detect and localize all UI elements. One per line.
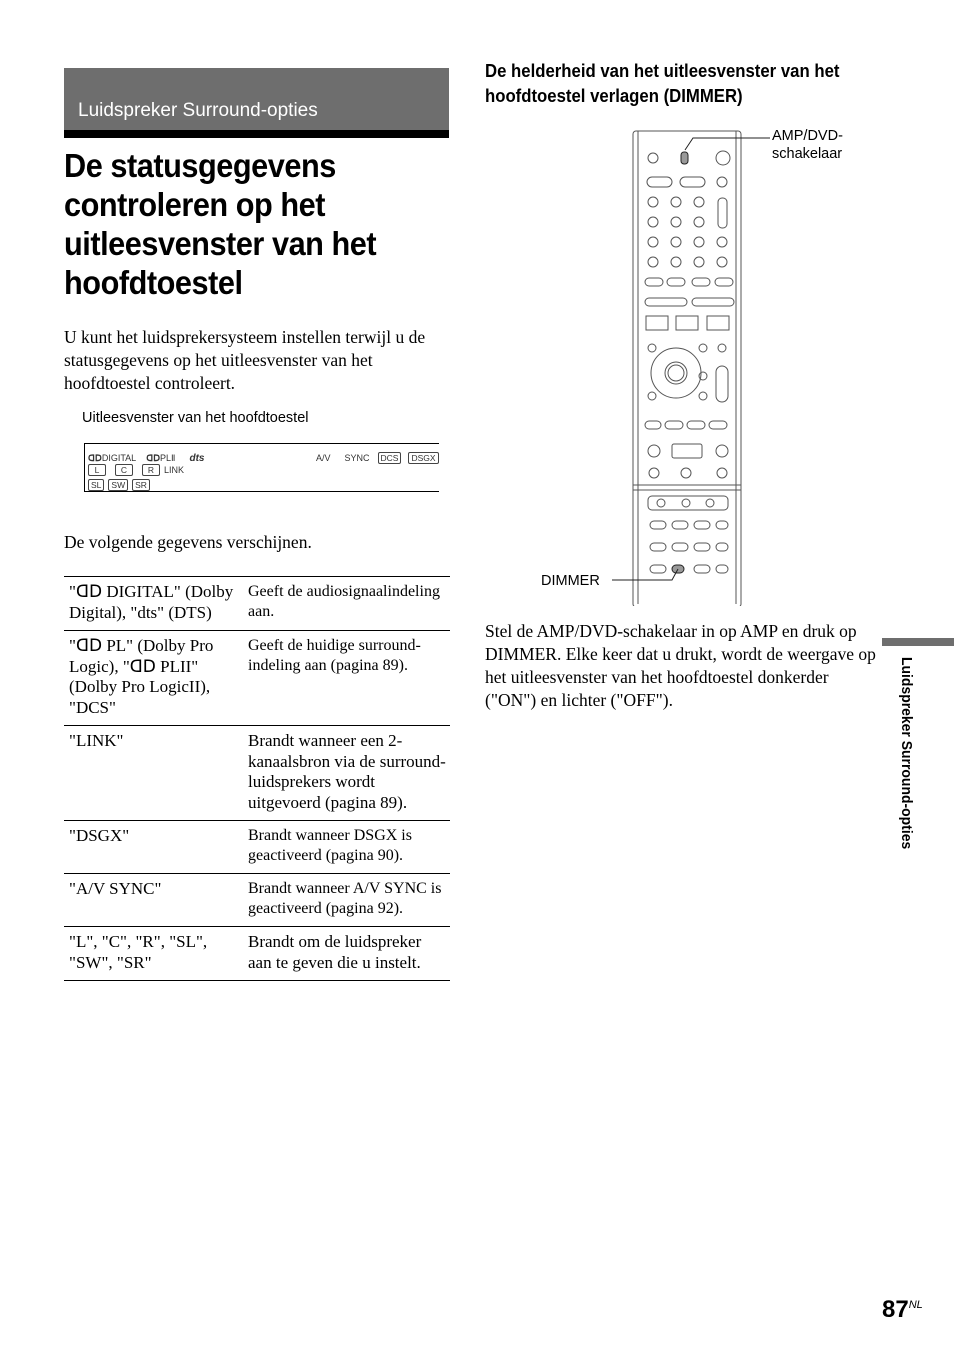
page-number-suffix: NL xyxy=(908,1299,923,1311)
table-cell-desc: Geeft de huidige surround-indeling aan (pagina 89). xyxy=(243,631,450,726)
display-channels-bottom xyxy=(88,475,150,493)
intro-paragraph: U kunt het luidsprekersysteem instellen terwijl u de statusgegevens op het uitleesvenster van het hoofdtoestel controleert. xyxy=(64,327,426,393)
display-channel-sl: SL xyxy=(88,479,104,491)
page-title: De statusgegevens controleren op het uitleesvenster van het hoofdtoestel xyxy=(64,147,377,301)
dolby-digital-icon: ᗡᗞ xyxy=(88,453,102,463)
amp-dvd-switch-label-line2: schakelaar xyxy=(772,146,843,162)
table-cell-item: "LINK" xyxy=(64,726,243,821)
side-tab-bar xyxy=(882,638,954,646)
dimmer-instructions: Stel de AMP/DVD-schakelaar in op AMP en druk op DIMMER. Elke keer dat u drukt, wordt de weergave op het uitleesvenster van het hoofdtoestel donkerder ("ON") en lichter ("OFF"). xyxy=(485,621,876,710)
page-number-value: 87 xyxy=(882,1296,909,1323)
display-top-right xyxy=(316,448,439,466)
display-av-text: A/V xyxy=(316,453,331,463)
display-channel-sw: SW xyxy=(108,479,128,491)
table-cell-item: "ᗡᗞ DIGITAL" (Dolby Digital), "dts" (DTS) xyxy=(64,577,243,631)
amp-dvd-switch-label xyxy=(772,127,843,163)
side-tab-text: Luidspreker Surround-opties xyxy=(898,657,915,850)
display-caption: Uitleesvenster van het hoofdtoestel xyxy=(82,410,309,426)
dimmer-heading: De helderheid van het uitleesvenster van het hoofdtoestel verlagen (DIMMER) xyxy=(485,61,840,106)
table-cell-desc: Geeft de audiosignaalindeling aan. xyxy=(243,577,450,631)
table-row xyxy=(64,726,450,821)
display-dsgx-chip: DSGX xyxy=(408,452,438,464)
display-link-text: LINK xyxy=(164,465,185,475)
section-header-text: Luidspreker Surround-opties xyxy=(78,100,318,121)
table-cell-item: "DSGX" xyxy=(64,821,243,874)
remote-control-illustration xyxy=(600,128,770,606)
amp-dvd-switch-label-line1: AMP/DVD- xyxy=(772,128,843,144)
table-cell-item: "A/V SYNC" xyxy=(64,874,243,927)
dts-logo-icon: dts xyxy=(189,453,205,464)
display-channel-c: C xyxy=(115,464,133,476)
section-header-bar xyxy=(64,68,449,130)
lead-paragraph: De volgende gegevens verschijnen. xyxy=(64,532,312,552)
table-row xyxy=(64,927,450,981)
section-header-rule xyxy=(64,130,449,138)
display-pl2-text: PLⅡ xyxy=(160,453,176,463)
display-channel-r: R xyxy=(142,464,160,476)
side-tab-label xyxy=(898,657,914,864)
table-cell-item: "L", "C", "R", "SL", "SW", "SR" xyxy=(64,927,243,981)
display-dcs-chip: DCS xyxy=(378,452,402,464)
display-channel-l: L xyxy=(88,464,106,476)
display-sync-text: SYNC xyxy=(344,453,370,463)
table-cell-desc: Brandt wanneer een 2-kanaalsbron via de surround-luidsprekers wordt uitgevoerd (pagina 89). xyxy=(243,726,450,821)
table-cell-desc: Brandt wanneer A/V SYNC is geactiveerd (pagina 92). xyxy=(243,874,450,927)
table-row xyxy=(64,631,450,726)
display-channel-sr: SR xyxy=(132,479,150,491)
dimmer-label: DIMMER xyxy=(541,573,600,589)
dolby-pl-icon: ᗡᗞ xyxy=(146,453,161,463)
table-row xyxy=(64,874,450,927)
display-digital-text: DIGITAL xyxy=(101,453,137,463)
table-cell-desc: Brandt om de luidspreker aan te geven die u instelt. xyxy=(243,927,450,981)
table-row xyxy=(64,577,450,631)
table-row xyxy=(64,821,450,874)
front-panel-display xyxy=(84,443,439,492)
page-number xyxy=(882,1296,923,1324)
status-table xyxy=(64,576,450,981)
table-cell-desc: Brandt wanneer DSGX is geactiveerd (pagina 90). xyxy=(243,821,450,874)
table-cell-item: "ᗡᗞ PL" (Dolby Pro Logic), "ᗡᗞ PLII" (Dolby Pro LogicII), "DCS" xyxy=(64,631,243,726)
